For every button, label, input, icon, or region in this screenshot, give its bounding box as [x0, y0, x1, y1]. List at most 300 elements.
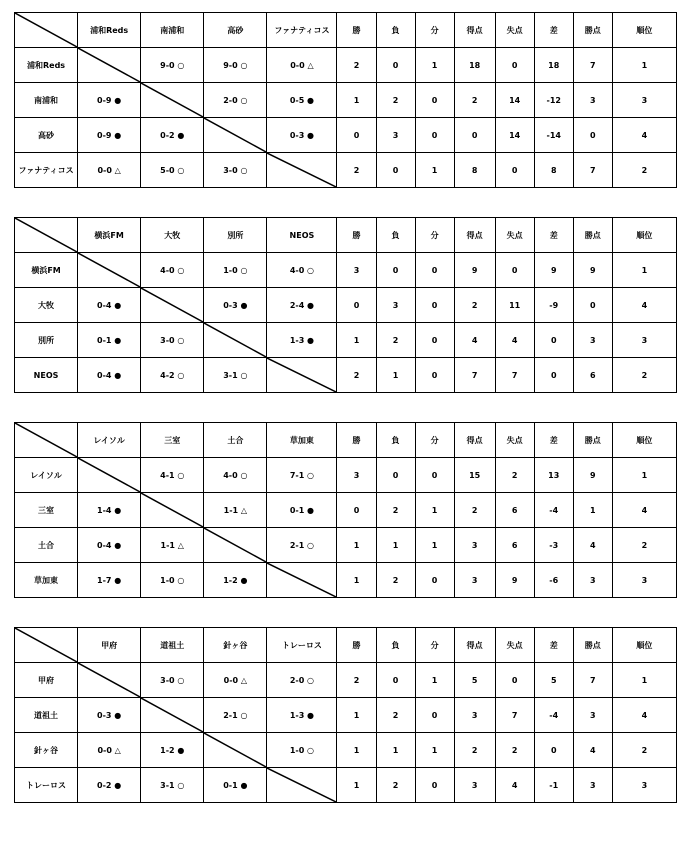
stat-value: 14 [495, 83, 534, 118]
stat-header: 差 [534, 218, 573, 253]
stat-value: 0 [415, 768, 454, 803]
row-team-name: 三室 [15, 493, 78, 528]
match-result: 0-3 ● [204, 288, 267, 323]
stat-value: 2 [376, 323, 415, 358]
stat-header: 順位 [612, 628, 676, 663]
stat-value: 9 [573, 253, 612, 288]
stat-header: 得点 [454, 423, 495, 458]
stat-value: 0 [495, 48, 534, 83]
match-result: 1-1 △ [204, 493, 267, 528]
stat-value: 0 [376, 253, 415, 288]
stat-header: 負 [376, 218, 415, 253]
self-match-cell [267, 153, 337, 188]
diagonal-line [141, 288, 203, 322]
stat-header: 失点 [495, 423, 534, 458]
team-header: ファナティコス [267, 13, 337, 48]
row-team-name: 別所 [15, 323, 78, 358]
diagonal-line [204, 528, 266, 562]
stat-value: 0 [376, 48, 415, 83]
stat-value: 3 [376, 288, 415, 323]
match-result: 1-4 ● [78, 493, 141, 528]
row-team-name: レイソル [15, 458, 78, 493]
row-team-name: 道祖土 [15, 698, 78, 733]
team-header: 高砂 [204, 13, 267, 48]
stat-value: 3 [573, 323, 612, 358]
team-row [15, 458, 677, 493]
match-result: 4-1 ○ [141, 458, 204, 493]
team-header: 三室 [141, 423, 204, 458]
diagonal-line [141, 83, 203, 117]
team-header: 土合 [204, 423, 267, 458]
match-result: 3-0 ○ [204, 153, 267, 188]
stat-value: 13 [534, 458, 573, 493]
stat-value: 2 [454, 493, 495, 528]
diagonal-line [267, 768, 336, 802]
stat-value: 18 [534, 48, 573, 83]
team-row [15, 528, 677, 563]
stat-value: 1 [415, 493, 454, 528]
match-result: 1-0 ○ [204, 253, 267, 288]
self-match-cell [141, 698, 204, 733]
league-table [14, 217, 677, 393]
stat-value: 1 [573, 493, 612, 528]
team-header: 道祖土 [141, 628, 204, 663]
stat-value: 7 [454, 358, 495, 393]
stat-value: 14 [495, 118, 534, 153]
stat-value: 3 [337, 458, 376, 493]
diagonal-line [78, 48, 140, 82]
self-match-cell [141, 288, 204, 323]
match-result: 0-1 ● [78, 323, 141, 358]
stat-value: 15 [454, 458, 495, 493]
stat-value: 1 [337, 528, 376, 563]
stat-value: 8 [534, 153, 573, 188]
stat-value: 2 [454, 83, 495, 118]
stat-value: 1 [415, 528, 454, 563]
diagonal-line [267, 563, 336, 597]
diagonal-line [78, 663, 140, 697]
stat-header: 勝 [337, 423, 376, 458]
team-row [15, 323, 677, 358]
corner-cell [15, 218, 78, 253]
diagonal-line [204, 323, 266, 357]
stat-header: 勝 [337, 218, 376, 253]
stat-value: 0 [415, 458, 454, 493]
self-match-cell [78, 48, 141, 83]
stat-value: 7 [573, 153, 612, 188]
stat-value: 4 [573, 733, 612, 768]
standings-table [14, 422, 677, 598]
match-result: 0-3 ● [267, 118, 337, 153]
match-result: 2-4 ● [267, 288, 337, 323]
team-row [15, 288, 677, 323]
team-row [15, 563, 677, 598]
stat-value: 2 [337, 663, 376, 698]
stat-value: 3 [454, 528, 495, 563]
stat-header: 勝点 [573, 218, 612, 253]
match-result: 1-7 ● [78, 563, 141, 598]
self-match-cell [267, 768, 337, 803]
corner-diagonal [15, 13, 77, 47]
match-result: 0-5 ● [267, 83, 337, 118]
stat-value: 4 [612, 118, 676, 153]
row-team-name: NEOS [15, 358, 78, 393]
self-match-cell [267, 563, 337, 598]
stat-header: 勝点 [573, 628, 612, 663]
stat-value: 4 [612, 698, 676, 733]
match-result: 0-3 ● [78, 698, 141, 733]
stat-value: -4 [534, 493, 573, 528]
stat-value: 7 [573, 663, 612, 698]
stat-value: -3 [534, 528, 573, 563]
match-result: 9-0 ○ [141, 48, 204, 83]
stat-value: 0 [376, 153, 415, 188]
stat-value: 0 [415, 563, 454, 598]
stat-value: 1 [415, 663, 454, 698]
stat-value: 2 [376, 493, 415, 528]
stat-value: 1 [612, 458, 676, 493]
stat-value: 1 [337, 563, 376, 598]
stat-header: 失点 [495, 13, 534, 48]
stat-value: 4 [495, 323, 534, 358]
row-team-name: トレーロス [15, 768, 78, 803]
stat-value: 3 [376, 118, 415, 153]
match-result: 3-1 ○ [204, 358, 267, 393]
stat-header: 負 [376, 13, 415, 48]
stat-value: 0 [376, 663, 415, 698]
team-row [15, 663, 677, 698]
stat-value: 6 [495, 493, 534, 528]
stat-value: 0 [415, 118, 454, 153]
stat-value: 8 [454, 153, 495, 188]
stat-value: 1 [415, 733, 454, 768]
stat-value: -14 [534, 118, 573, 153]
stat-value: 1 [415, 153, 454, 188]
team-header: 甲府 [78, 628, 141, 663]
team-header: NEOS [267, 218, 337, 253]
match-result: 0-0 △ [267, 48, 337, 83]
match-result: 0-4 ● [78, 288, 141, 323]
team-row [15, 733, 677, 768]
stat-header: 負 [376, 628, 415, 663]
stat-value: 2 [454, 733, 495, 768]
stat-value: 1 [337, 698, 376, 733]
match-result: 4-0 ○ [141, 253, 204, 288]
match-result: 1-3 ● [267, 323, 337, 358]
match-result: 1-0 ○ [267, 733, 337, 768]
stat-header: 失点 [495, 628, 534, 663]
self-match-cell [78, 663, 141, 698]
stat-value: 0 [415, 288, 454, 323]
stat-value: 3 [573, 768, 612, 803]
row-team-name: 大牧 [15, 288, 78, 323]
diagonal-line [267, 358, 336, 392]
standings-table [14, 627, 677, 803]
stat-value: 3 [454, 563, 495, 598]
corner-cell [15, 628, 78, 663]
stat-value: 0 [454, 118, 495, 153]
stat-header: 分 [415, 13, 454, 48]
stat-value: -9 [534, 288, 573, 323]
diagonal-line [267, 153, 336, 187]
stat-value: 0 [415, 358, 454, 393]
stat-value: 2 [612, 733, 676, 768]
stat-value: -6 [534, 563, 573, 598]
self-match-cell [204, 118, 267, 153]
stat-value: 2 [376, 698, 415, 733]
stat-value: 2 [495, 733, 534, 768]
stat-value: 1 [612, 253, 676, 288]
stat-value: 18 [454, 48, 495, 83]
stat-header: 順位 [612, 13, 676, 48]
team-header: 針ヶ谷 [204, 628, 267, 663]
team-header: 横浜FM [78, 218, 141, 253]
standings-table [14, 12, 677, 188]
header-row [15, 628, 677, 663]
stat-value: 5 [534, 663, 573, 698]
stat-value: -1 [534, 768, 573, 803]
stat-value: 3 [573, 563, 612, 598]
stat-value: 2 [337, 48, 376, 83]
team-header: 草加東 [267, 423, 337, 458]
row-team-name: 草加東 [15, 563, 78, 598]
self-match-cell [78, 253, 141, 288]
stat-value: 11 [495, 288, 534, 323]
stat-value: 1 [376, 528, 415, 563]
stat-value: 2 [612, 153, 676, 188]
match-result: 0-0 △ [78, 153, 141, 188]
match-result: 4-0 ○ [267, 253, 337, 288]
match-result: 0-2 ● [141, 118, 204, 153]
match-result: 2-1 ○ [204, 698, 267, 733]
match-result: 4-2 ○ [141, 358, 204, 393]
stat-value: 0 [495, 253, 534, 288]
stat-value: 0 [573, 118, 612, 153]
stat-value: 3 [573, 698, 612, 733]
row-team-name: 土合 [15, 528, 78, 563]
team-header: 大牧 [141, 218, 204, 253]
stat-header: 負 [376, 423, 415, 458]
stat-value: 7 [573, 48, 612, 83]
stat-value: 1 [337, 733, 376, 768]
stat-header: 差 [534, 628, 573, 663]
stat-value: 0 [337, 118, 376, 153]
match-result: 3-0 ○ [141, 663, 204, 698]
stat-value: 7 [495, 358, 534, 393]
header-row [15, 218, 677, 253]
stat-value: 2 [454, 288, 495, 323]
stat-value: 9 [495, 563, 534, 598]
stat-value: 0 [337, 493, 376, 528]
match-result: 0-0 △ [204, 663, 267, 698]
self-match-cell [204, 528, 267, 563]
self-match-cell [204, 733, 267, 768]
match-result: 2-1 ○ [267, 528, 337, 563]
self-match-cell [78, 458, 141, 493]
match-result: 5-0 ○ [141, 153, 204, 188]
team-row [15, 493, 677, 528]
stat-header: 分 [415, 218, 454, 253]
row-team-name: 甲府 [15, 663, 78, 698]
stat-value: 4 [454, 323, 495, 358]
corner-cell [15, 13, 78, 48]
stat-value: 9 [454, 253, 495, 288]
team-header: レイソル [78, 423, 141, 458]
match-result: 7-1 ○ [267, 458, 337, 493]
stat-value: 1 [376, 358, 415, 393]
match-result: 1-3 ● [267, 698, 337, 733]
match-result: 2-0 ○ [204, 83, 267, 118]
header-row [15, 13, 677, 48]
team-row [15, 83, 677, 118]
team-row [15, 48, 677, 83]
stat-header: 得点 [454, 13, 495, 48]
stat-value: 0 [495, 153, 534, 188]
stat-value: 1 [376, 733, 415, 768]
stat-header: 失点 [495, 218, 534, 253]
match-result: 0-4 ● [78, 358, 141, 393]
league-table [14, 12, 677, 188]
self-match-cell [267, 358, 337, 393]
stat-value: 0 [337, 288, 376, 323]
stat-header: 得点 [454, 218, 495, 253]
stat-value: 7 [495, 698, 534, 733]
stat-header: 分 [415, 628, 454, 663]
standings-table [14, 217, 677, 393]
corner-cell [15, 423, 78, 458]
stat-value: 0 [415, 698, 454, 733]
match-result: 3-1 ○ [141, 768, 204, 803]
corner-diagonal [15, 218, 77, 252]
team-row [15, 153, 677, 188]
stat-value: 0 [534, 358, 573, 393]
corner-diagonal [15, 423, 77, 457]
stat-header: 順位 [612, 423, 676, 458]
match-result: 0-0 △ [78, 733, 141, 768]
stat-value: 2 [337, 358, 376, 393]
stat-value: 2 [612, 528, 676, 563]
stat-value: 2 [376, 563, 415, 598]
match-result: 1-2 ● [204, 563, 267, 598]
team-row [15, 253, 677, 288]
row-team-name: 南浦和 [15, 83, 78, 118]
match-result: 0-9 ● [78, 83, 141, 118]
stat-value: 5 [454, 663, 495, 698]
match-result: 0-1 ● [267, 493, 337, 528]
stat-value: 2 [612, 358, 676, 393]
stat-value: 0 [495, 663, 534, 698]
stat-value: 2 [376, 83, 415, 118]
match-result: 0-9 ● [78, 118, 141, 153]
stat-header: 勝 [337, 13, 376, 48]
team-row [15, 768, 677, 803]
team-header: トレーロス [267, 628, 337, 663]
match-result: 4-0 ○ [204, 458, 267, 493]
league-table [14, 422, 677, 598]
stat-value: 0 [534, 323, 573, 358]
match-result: 1-2 ● [141, 733, 204, 768]
stat-header: 勝点 [573, 13, 612, 48]
diagonal-line [78, 458, 140, 492]
team-row [15, 698, 677, 733]
stat-value: 3 [573, 83, 612, 118]
diagonal-line [204, 118, 266, 152]
stat-value: 9 [573, 458, 612, 493]
stat-value: 1 [612, 663, 676, 698]
stat-value: 6 [495, 528, 534, 563]
row-team-name: 浦和Reds [15, 48, 78, 83]
match-result: 1-1 △ [141, 528, 204, 563]
stat-value: 4 [612, 493, 676, 528]
stat-value: 6 [573, 358, 612, 393]
stat-value: 4 [612, 288, 676, 323]
stat-value: -4 [534, 698, 573, 733]
header-row [15, 423, 677, 458]
stat-value: 3 [454, 698, 495, 733]
row-team-name: 高砂 [15, 118, 78, 153]
league-table [14, 627, 677, 803]
stat-value: 1 [337, 768, 376, 803]
stat-value: 2 [337, 153, 376, 188]
stat-value: 1 [337, 323, 376, 358]
diagonal-line [141, 698, 203, 732]
match-result: 0-4 ● [78, 528, 141, 563]
match-result: 0-2 ● [78, 768, 141, 803]
match-result: 0-1 ● [204, 768, 267, 803]
stat-header: 差 [534, 13, 573, 48]
row-team-name: ファナティコス [15, 153, 78, 188]
stat-value: 1 [415, 48, 454, 83]
stat-value: 2 [376, 768, 415, 803]
self-match-cell [141, 83, 204, 118]
stat-header: 勝点 [573, 423, 612, 458]
self-match-cell [204, 323, 267, 358]
match-result: 1-0 ○ [141, 563, 204, 598]
team-header: 浦和Reds [78, 13, 141, 48]
corner-diagonal [15, 628, 77, 662]
diagonal-line [78, 253, 140, 287]
stat-value: 1 [337, 83, 376, 118]
diagonal-line [204, 733, 266, 767]
stat-value: 0 [573, 288, 612, 323]
stat-value: 3 [612, 83, 676, 118]
team-header: 南浦和 [141, 13, 204, 48]
self-match-cell [141, 493, 204, 528]
stat-value: 4 [495, 768, 534, 803]
stat-value: 3 [612, 323, 676, 358]
stat-value: 9 [534, 253, 573, 288]
team-header: 別所 [204, 218, 267, 253]
team-row [15, 118, 677, 153]
diagonal-line [141, 493, 203, 527]
stat-header: 得点 [454, 628, 495, 663]
stat-value: 3 [612, 563, 676, 598]
stat-value: 0 [415, 83, 454, 118]
stat-header: 順位 [612, 218, 676, 253]
row-team-name: 針ヶ谷 [15, 733, 78, 768]
stat-header: 分 [415, 423, 454, 458]
stat-value: 0 [415, 323, 454, 358]
match-result: 2-0 ○ [267, 663, 337, 698]
stat-value: 0 [376, 458, 415, 493]
stat-value: -12 [534, 83, 573, 118]
stat-value: 0 [415, 253, 454, 288]
stat-value: 3 [454, 768, 495, 803]
stat-header: 差 [534, 423, 573, 458]
stat-value: 3 [337, 253, 376, 288]
team-row [15, 358, 677, 393]
row-team-name: 横浜FM [15, 253, 78, 288]
